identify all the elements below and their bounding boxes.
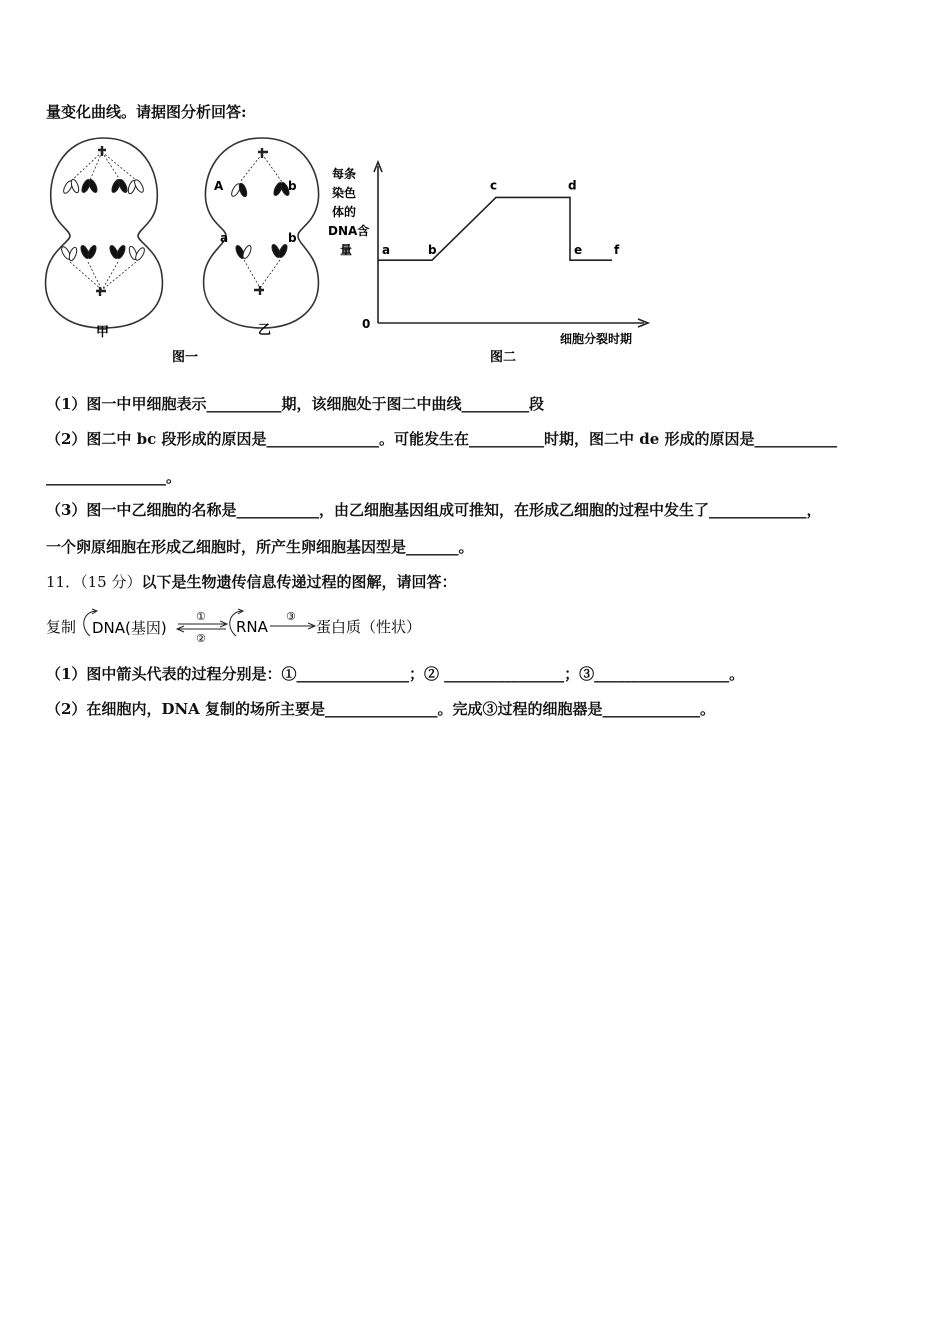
y-label-line-3: 体的 [332,205,357,219]
figure2-title: 图二 [490,350,517,365]
question-11-text: 以下是生物遗传信息传递过程的图解，请回答： [141,573,457,591]
curve-point-f: f [614,243,620,258]
question-11-title [46,572,456,592]
question-11-2: （2）在细胞内，DNA 复制的场所主要是_______________。完成③过程的细胞器是_____________。 [46,700,716,718]
intro-text: 量变化曲线。请据图分析回答: [46,103,247,121]
curve-point-c: c [490,178,498,193]
flow-dna: DNA(基因) [92,619,167,637]
origin-label: 0 [362,317,371,331]
flow-rna: RNA [236,618,268,636]
cell-jia-chromosomes [60,146,146,296]
y-label-line-5: 量 [340,243,353,257]
flow-protein: 蛋白质（性状） [316,618,422,636]
cell-yi-chromosomes [230,148,291,295]
question-1-2a: （2）图二中 bc 段形成的原因是_______________。可能发生在__________时期，图二中 de 形成的原因是___________ [46,430,837,448]
question-11-number: 11．（15 分） [46,573,142,591]
figure-area [40,130,680,370]
cell-jia-diagram [46,138,163,328]
cell-jia-label: 甲 [96,325,110,340]
y-label-line-2: 染色 [332,186,357,200]
x-axis-label: 细胞分裂时期 [560,332,633,346]
curve-point-a: a [382,243,391,258]
gene-A-label: A [214,179,224,193]
cell-yi-label: 乙 [258,323,272,338]
curve-point-d: d [568,178,577,193]
curve-point-e: e [574,243,583,258]
flow-replicate: 复制 [46,618,77,636]
question-1-3a: （3）图一中乙细胞的名称是___________，由乙细胞基因组成可推知，在形成乙细胞的过程中发生了_____________， [46,501,822,519]
curve-point-b: b [428,243,437,258]
question-1-3b: 一个卵原细胞在形成乙细胞时，所产生卵细胞基因型是_______。 [46,538,474,556]
y-label-line-4: DNA含 [328,224,370,238]
question-1-1: （1）图一中甲细胞表示__________期，该细胞处于图二中曲线_________段 [46,395,544,413]
flow-step-2: ② [196,632,206,645]
info-flow-diagram [46,606,466,646]
gene-a-label: a [220,231,229,245]
question-11-1: （1）图中箭头代表的过程分别是：①_______________；② ________________；③__________________。 [46,665,745,683]
figure1-title: 图一 [172,350,199,365]
y-label-line-1: 每条 [332,167,357,181]
question-1-2b: ________________。 [46,468,182,486]
flow-step-3: ③ [286,610,296,623]
flow-step-1: ① [196,610,206,623]
figure2-chart [328,162,648,346]
gene-b-top-label: b [288,179,297,193]
gene-b-bottom-label: b [288,231,297,245]
